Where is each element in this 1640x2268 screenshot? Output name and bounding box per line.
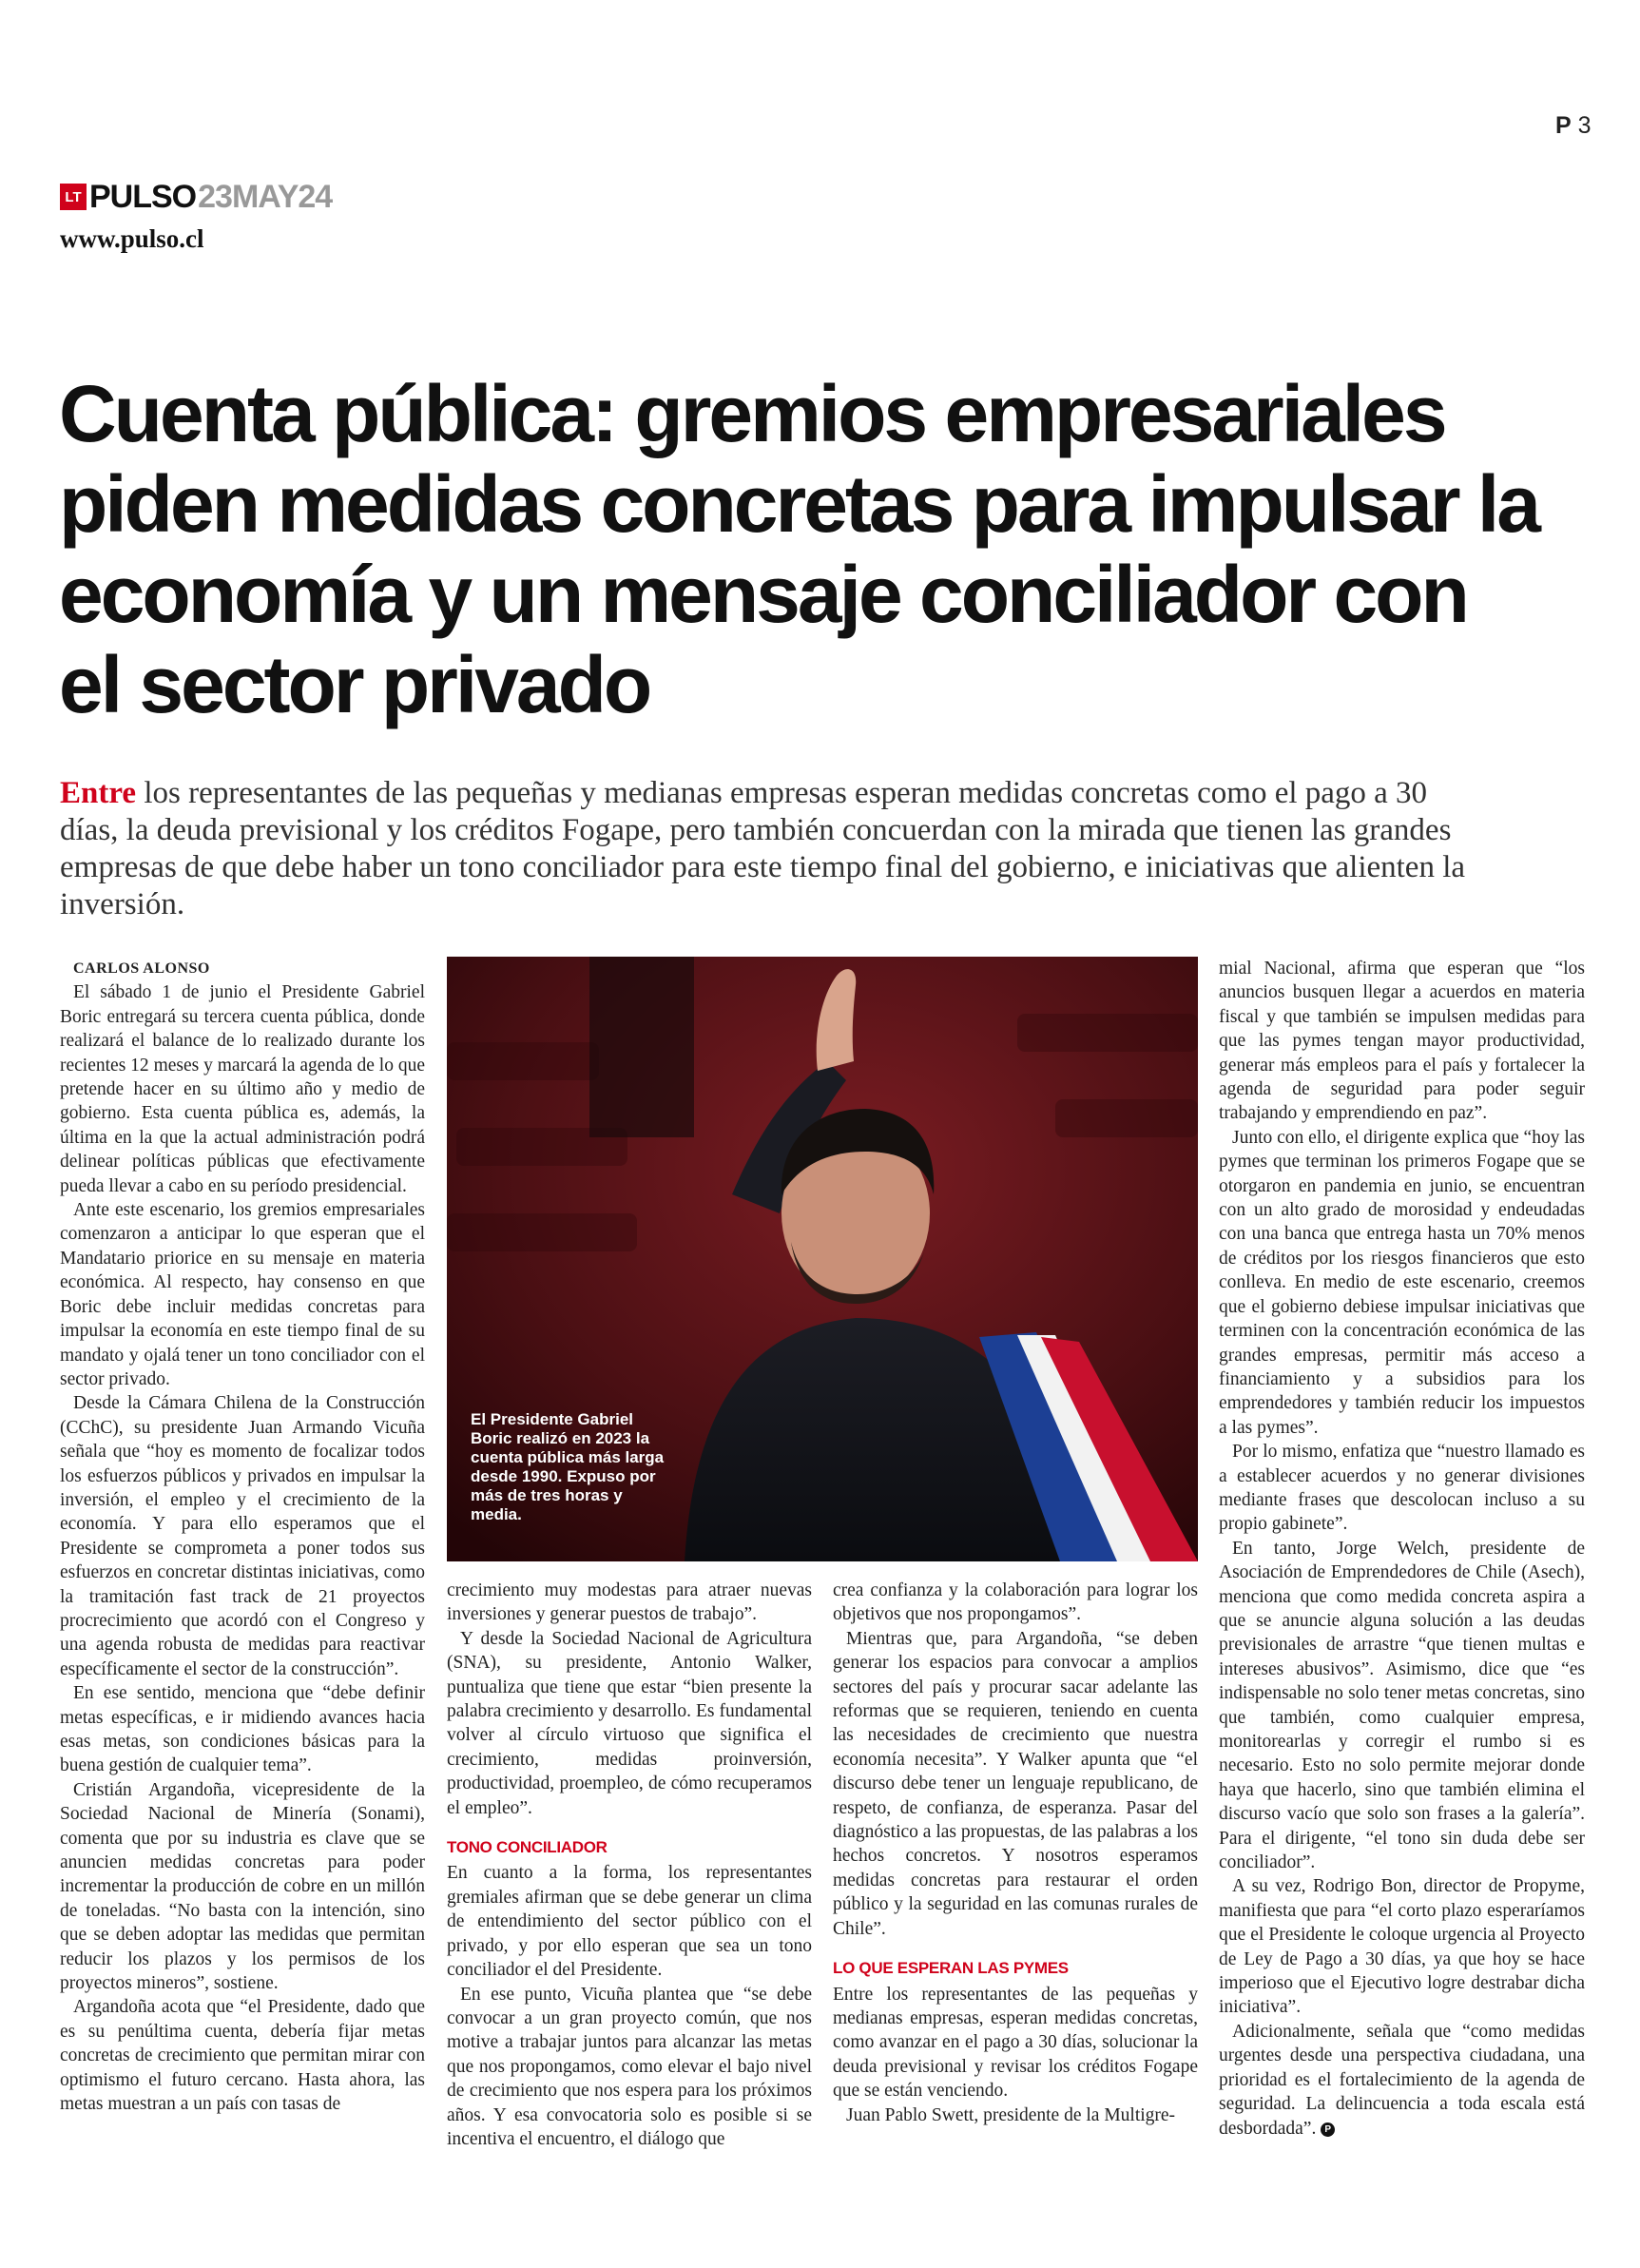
paragraph: En cuanto a la forma, los representantes gremiales afirman que se debe generar un clima de entendimiento del sector público con el privado, y por ello esperan que sea un tono conciliador el del Presidente. bbox=[447, 1863, 812, 1981]
lead-text: los representantes de las pequeñas y medianas empresas esperan medidas concretas como el pago a 30 días, la deuda previsional y los créditos Fogape, pero también concuerdan con la mirada que tienen las grandes empresas de que debe haber un tono conciliador para este tiempo final del gobierno, e iniciativas que alienten la inversión. bbox=[60, 776, 1466, 921]
paragraph: A su vez, Rodrigo Bon, director de Propyme, manifiesta que para “el corto plazo esperaríamos que el Presidente le coloque urgencia al Proyecto de Ley de Pago a 30 días, ya que hoy se hace imperioso que el Ejecutivo logre destrabar dicha iniciativa”. bbox=[1219, 1876, 1585, 2018]
website-url[interactable]: www.pulso.cl bbox=[60, 224, 204, 253]
headline: Cuenta pública: gremios empresariales piden medidas concretas para impulsar la economía y un mensaje conciliador con el sector privado bbox=[59, 369, 1538, 729]
paragraph: Por lo mismo, enfatiza que “nuestro llamado es a establecer acuerdos y no generar divisiones mediante frases que descolocan incluso a su propio gabinete”. bbox=[1219, 1442, 1585, 1535]
column-1 bbox=[60, 957, 425, 2117]
page-number bbox=[1555, 112, 1592, 140]
paragraph: Junto con ello, el dirigente explica que “hoy las pymes que terminan los primeros Fogape que se otorgaron en pandemia en junio, se encuentran con un alto grado de morosidad y endeudadas con una banca que entrega hasta un 70% menos de créditos por los riesgos financieros que esto conlleva. En medio de este escenario, creemos que el gobierno debiese impulsar iniciativas que terminen con la concentración económica de las grandes empresas, permitir más acceso a financiamiento y a subsidios para los emprendedores y también reducir los impuestos a las pymes”. bbox=[1219, 1127, 1585, 1438]
paragraph-last bbox=[1219, 2020, 1585, 2141]
paragraph: Mientras que, para Argandoña, “se deben generar los espacios para convocar a amplios sectores del país y procurar sacar adelante las reformas que se requieren, teniendo en cuenta las necesidades de crecimiento que nuestra economía necesita”. Y Walker apunta que “el discurso debe tener un lenguaje republicano, de respeto, de confianza, de esperanza. Pasar del diagnóstico a las propuestas, de las palabras a los hechos concretos. Y nosotros esperamos medidas concretas para restaurar el orden público y la seguridad en las comunas rurales de Chile”. bbox=[833, 1628, 1198, 1939]
paragraph: El sábado 1 de junio el Presidente Gabriel Boric entregará su tercera cuenta pública, donde realizará el balance de lo realizado durante los recientes 12 meses y marcará la agenda de lo que pretende hacer en su último año y medio de gobierno. Esta cuenta pública es, además, la última en la que la actual administración podrá delinear políticas públicas que efectivamente pueda llevar a cabo en su período presidencial. bbox=[60, 982, 425, 1196]
column-3 bbox=[833, 1579, 1198, 2127]
paragraph: Juan Pablo Swett, presidente de la Multigre- bbox=[846, 2104, 1176, 2125]
paragraph: Y desde la Sociedad Nacional de Agricultura (SNA), su presidente, Antonio Walker, puntualiza que tiene que estar “bien presente la palabra crecimiento y desarrollo. Es fundamental volver al círculo virtuoso que significa el crecimiento, medidas proinversión, productividad, proempleo, de cómo recuperamos el empleo”. bbox=[447, 1628, 812, 1818]
paragraph: En ese punto, Vicuña plantea que “se debe convocar a un gran proyecto común, que nos motive a trabajar juntos para alcanzar las metas que nos propongamos, como elevar el bajo nivel de crecimiento que nos espera para los próximos años. Y esa convocatoria solo es posible si se incentiva el encuentro, el diálogo que bbox=[447, 1984, 812, 2149]
lt-logo-badge: LT bbox=[60, 184, 87, 210]
page-digit: 3 bbox=[1577, 112, 1592, 139]
subheading-pymes: LO QUE ESPERAN LAS PYMES bbox=[833, 1959, 1069, 1978]
lead-first-word: Entre bbox=[60, 776, 137, 810]
paragraph: mial Nacional, afirma que esperan que “los anuncios busquen llegar a acuerdos en materia fiscal y que también se impulsen medidas para que las pymes tengan mayor productividad, generar más empleos para el país y fortalecer la agenda de seguridad para poder seguir trabajando y emprendiendo en paz”. bbox=[1219, 959, 1585, 1124]
paragraph: Cristián Argandoña, vicepresidente de la Sociedad Nacional de Minería (Sonami), comenta que por su industria es clave que se anuncien medidas concretas para poder incrementar la producción de cobre en un millón de toneladas. “No basta con la intención, sino que se deben adoptar las medidas que permitan reducir los plazos y los permisos de los proyectos mineros”, sostiene. bbox=[60, 1779, 425, 1994]
brand-name: PULSO bbox=[89, 178, 197, 215]
column-2 bbox=[447, 1579, 812, 2151]
edition-date: 23MAY24 bbox=[198, 178, 333, 215]
paragraph: Desde la Cámara Chilena de la Construcción (CChC), su presidente Juan Armando Vicuña señala que “hoy es momento de focalizar todos los esfuerzos públicos y privados en impulsar la inversión, el empleo y el crecimiento de la economía. Y para ello esperamos que el Presidente se comprometa a poner todos sus esfuerzos en concretar distintas iniciativas, como la tramitación fast track de 21 proyectos procrecimiento que acordó con el Congreso y una agenda robusta de medidas para reactivar específicamente el sector de la construcción”. bbox=[60, 1393, 425, 1679]
paragraph: Entre los representantes de las pequeñas y medianas empresas, esperan medidas concretas, como avanzar en el pago a 30 días, solucionar la deuda previsional y revisar los créditos Fogape que se están venciendo. bbox=[833, 1984, 1198, 2102]
subheading-tono-conciliador: TONO CONCILIADOR bbox=[447, 1838, 608, 1857]
page-letter: P bbox=[1555, 112, 1572, 139]
photo-caption: El Presidente Gabriel Boric realizó en 2023 la cuenta pública más larga desde 1990. Expuso por más de tres horas y media. bbox=[471, 1410, 665, 1523]
end-mark-icon: P bbox=[1321, 2123, 1335, 2137]
byline: CARLOS ALONSO bbox=[73, 960, 210, 977]
paragraph: Ante este escenario, los gremios empresariales comenzaron a anticipar lo que esperan que el Mandatario priorice en su mensaje en materia económica. Al respecto, hay consenso en que Boric debe incluir medidas concretas para impulsar la economía en este tiempo final de su mandato y ojalá tener un tono conciliador con el sector privado. bbox=[60, 1200, 425, 1389]
paragraph: En ese sentido, menciona que “debe definir metas específicas, e ir midiendo avances hacia esas metas, son condiciones básicas para la buena gestión de cualquier tema”. bbox=[60, 1683, 425, 1776]
paragraph: crea confianza y la colaboración para lograr los objetivos que nos propongamos”. bbox=[833, 1580, 1198, 1625]
paragraph: Argandoña acota que “el Presidente, dado que es su penúltima cuenta, debería fijar metas concretas de crecimiento que permitan mirar con optimismo el futuro cercano. Hasta ahora, las metas muestran a un país con tasas de bbox=[60, 1997, 425, 2115]
paragraph: crecimiento muy modestas para atraer nuevas inversiones y generar puestos de trabajo”. bbox=[447, 1580, 812, 1625]
last-paragraph-text: Adicionalmente, señala que “como medidas urgentes desde una perspectiva ciudadana, una prioridad es el fortalecimiento de la agenda de seguridad. La delincuencia a toda escala está desbordada”. bbox=[1219, 2021, 1585, 2139]
paragraph: En tanto, Jorge Welch, presidente de Asociación de Emprendedores de Chile (Asech), menciona que como medida concreta aspira a que se anuncie alguna solución a las deudas previsionales de arrastre “que tienen multas e intereses abusivos”. Asimismo, dice que “es indispensable no solo tener metas concretas, sino que también, como cualquier empresa, monitorearlas y corregir el rumbo si es necesario. Esto no solo permite mejorar donde haya que hacerlo, sino que también elimina el discurso vacío que solo son frases a la galería”. Para el dirigente, “el tono sin duda debe ser conciliador”. bbox=[1219, 1538, 1585, 1873]
lead-paragraph bbox=[60, 775, 1486, 923]
masthead bbox=[60, 180, 332, 214]
column-4 bbox=[1219, 957, 1585, 2141]
